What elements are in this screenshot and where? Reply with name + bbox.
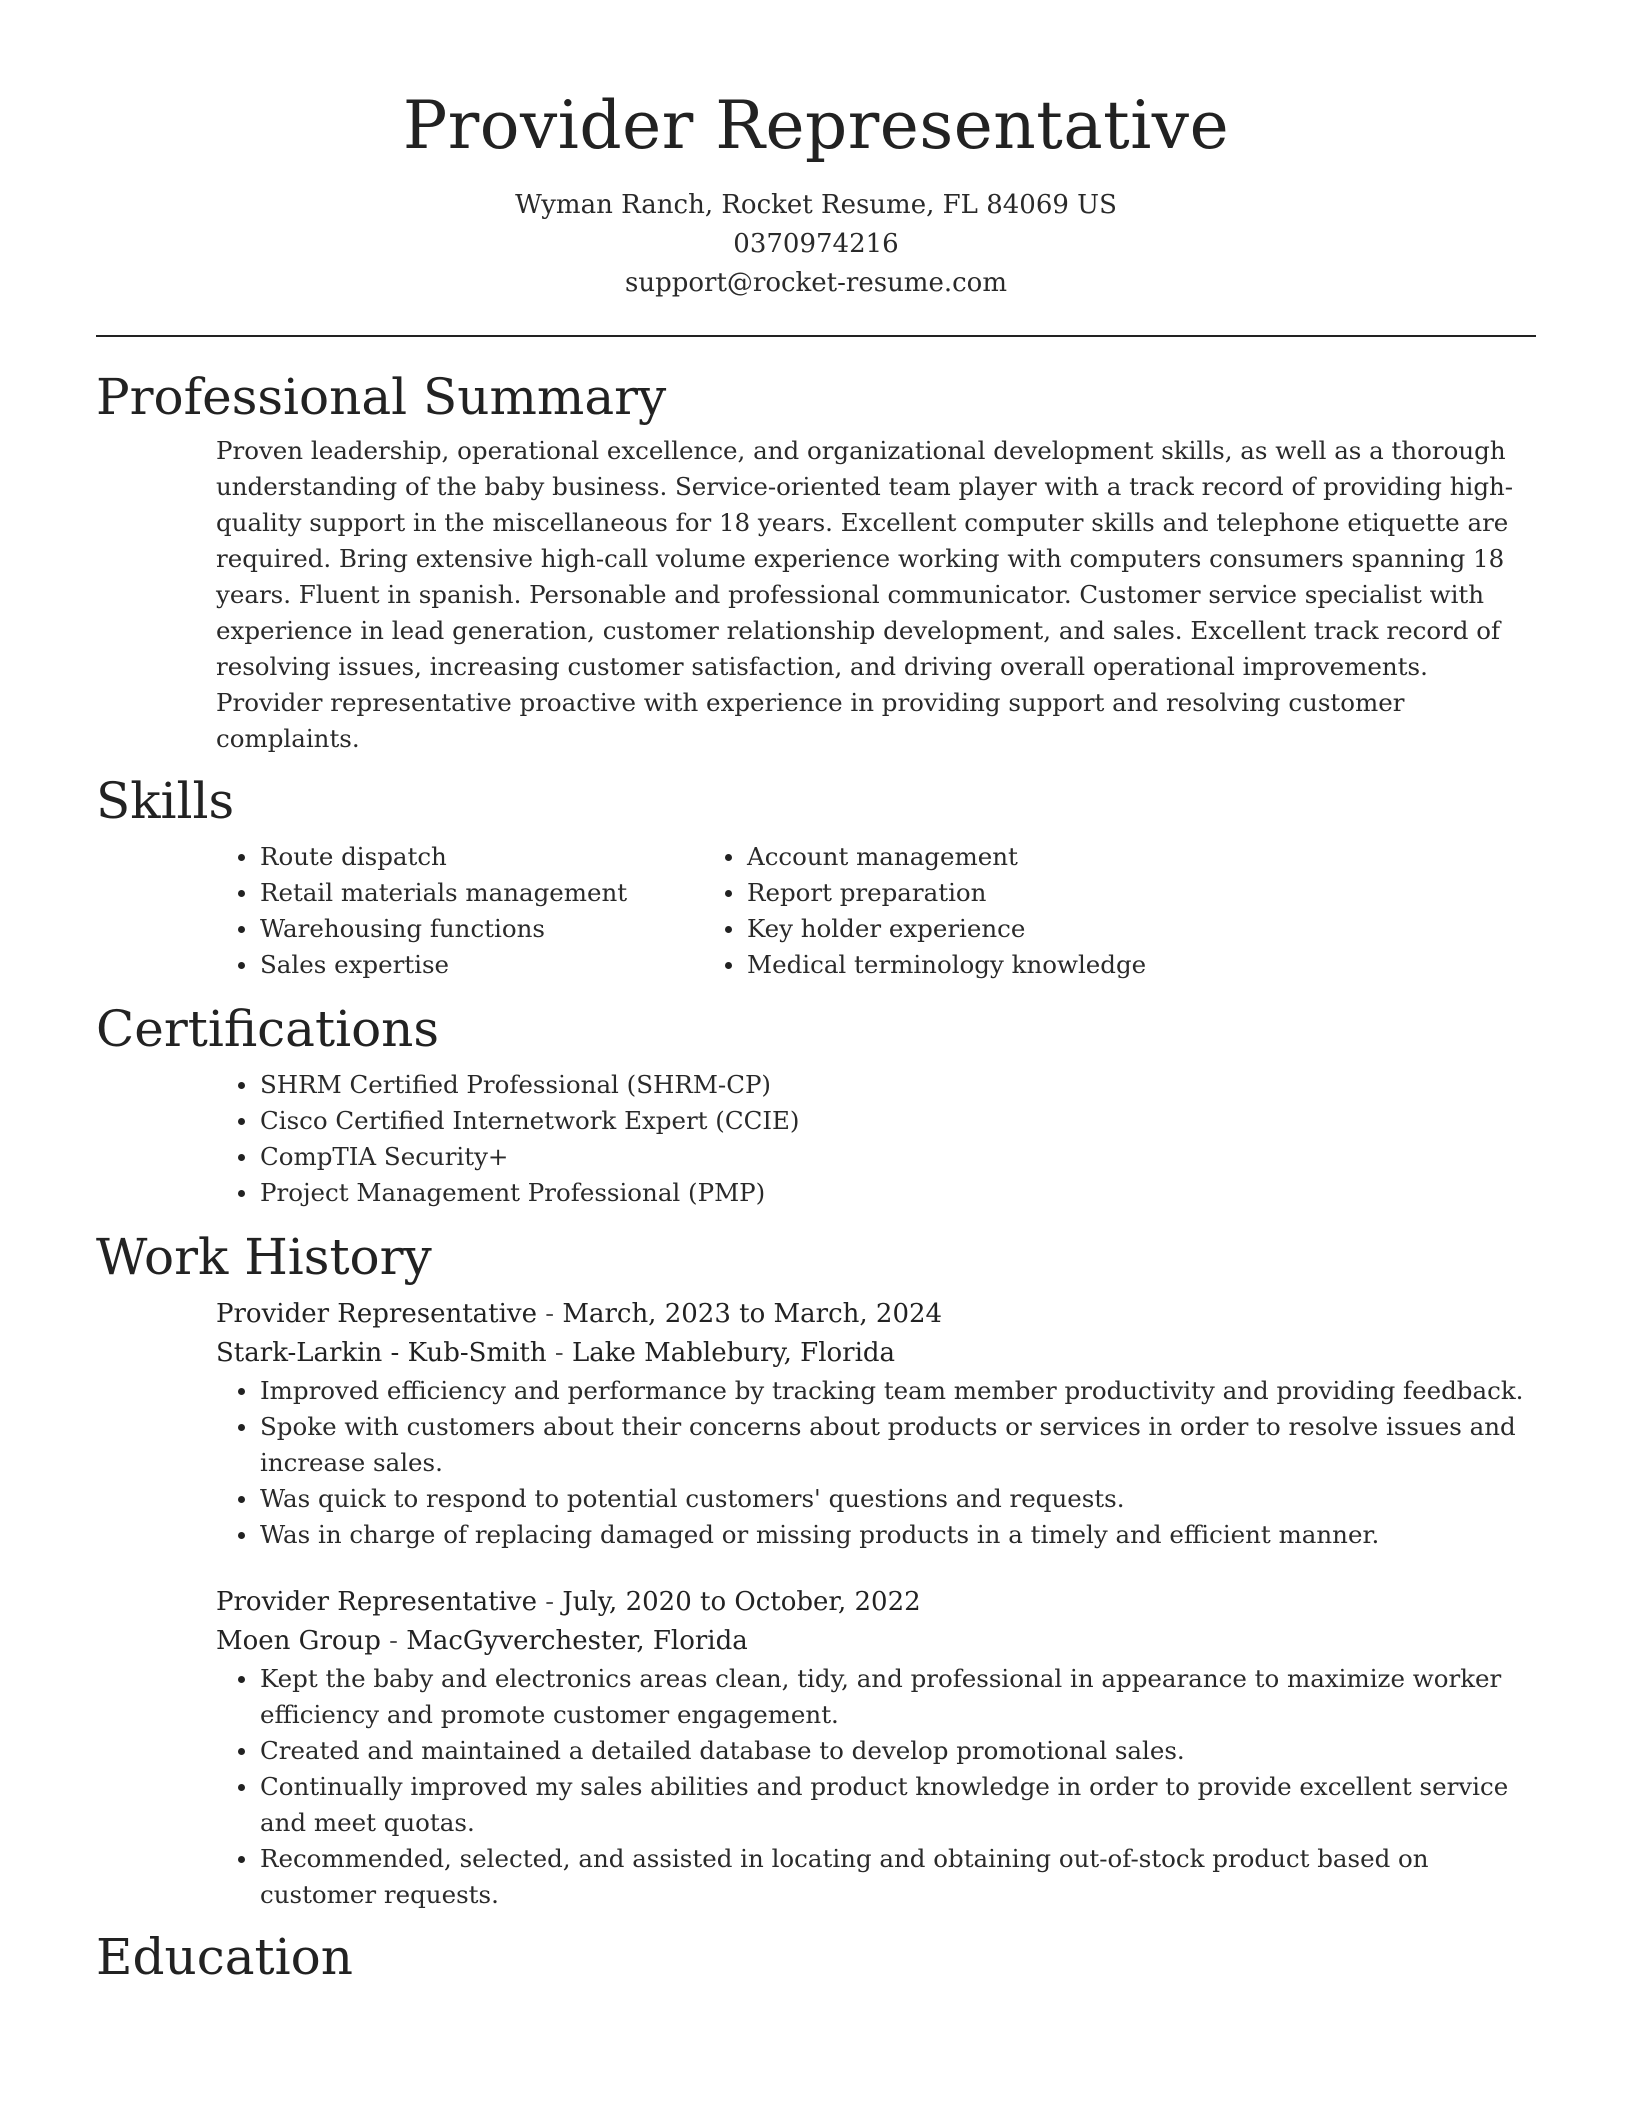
list-item: Project Management Professional (PMP) bbox=[260, 1175, 1536, 1211]
job-company-line: Stark-Larkin - Kub-Smith - Lake Mablebury, Florida bbox=[216, 1338, 896, 1368]
education-heading: Education bbox=[96, 1928, 353, 1986]
work-history-section bbox=[96, 1225, 1536, 1913]
list-item: CompTIA Security+ bbox=[260, 1139, 1536, 1175]
skills-section bbox=[96, 769, 1536, 983]
job-company: Moen Group bbox=[216, 1626, 381, 1656]
job-location: MacGyverchester, Florida bbox=[406, 1626, 748, 1656]
certifications-heading: Certifications bbox=[96, 1000, 440, 1058]
education-section bbox=[96, 1925, 1536, 1989]
job-title-line: Provider Representative - March, 2023 to March, 2024 bbox=[216, 1299, 943, 1329]
list-item: Account management bbox=[747, 839, 1146, 875]
certifications-section bbox=[96, 997, 1536, 1211]
job-company: Stark-Larkin - Kub-Smith bbox=[216, 1338, 547, 1368]
list-item: SHRM Certified Professional (SHRM-CP) bbox=[260, 1067, 1536, 1103]
list-item: Was quick to respond to potential customers' questions and requests. bbox=[260, 1481, 1536, 1517]
job-entry bbox=[96, 1295, 1536, 1553]
list-item: Cisco Certified Internetwork Expert (CCIE) bbox=[260, 1103, 1536, 1139]
list-item: Continually improved my sales abilities and product knowledge in order to provide excellent service and meet quotas. bbox=[260, 1769, 1536, 1841]
summary-heading: Professional Summary bbox=[96, 368, 667, 426]
list-item: Spoke with customers about their concerns about products or services in order to resolve issues and increase sales. bbox=[260, 1409, 1536, 1481]
job-role: Provider Representative bbox=[216, 1587, 537, 1617]
email: support@rocket-resume.com bbox=[624, 268, 1007, 298]
list-item: Key holder experience bbox=[747, 911, 1146, 947]
job-bullets bbox=[96, 1373, 1536, 1553]
job-role: Provider Representative bbox=[216, 1299, 537, 1329]
certifications-list bbox=[96, 1067, 1536, 1211]
skills-list-left bbox=[96, 839, 747, 983]
job-bullets bbox=[96, 1661, 1536, 1913]
summary-text: Proven leadership, operational excellence, and organizational development skills, as well as a thorough understanding of the baby business. Service-oriented team player with a track record of providing high-quality support in the miscellaneous for 18 years. Excellent computer skills and telephone etiquette are required. Bring extensive high-call volume experience working with computers consumers spanning 18 years. Fluent in spanish. Personable and professional communicator. Customer service specialist with experience in lead generation, customer relationship development, and sales. Excellent track record of resolving issues, increasing customer satisfaction, and driving overall operational improvements. Provider representative proactive with experience in providing support and resolving customer complaints. bbox=[216, 436, 1514, 753]
job-dates: March, 2023 to March, 2024 bbox=[562, 1299, 943, 1329]
job-dates: July, 2020 to October, 2022 bbox=[562, 1587, 921, 1617]
work-history-heading: Work History bbox=[96, 1228, 432, 1286]
list-item: Was in charge of replacing damaged or missing products in a timely and efficient manner. bbox=[260, 1517, 1536, 1553]
list-item: Created and maintained a detailed database to develop promotional sales. bbox=[260, 1733, 1536, 1769]
job-title-line: Provider Representative - July, 2020 to October, 2022 bbox=[216, 1587, 921, 1617]
job-location: Lake Mablebury, Florida bbox=[571, 1338, 896, 1368]
list-item: Recommended, selected, and assisted in locating and obtaining out-of-stock product based on customer requests. bbox=[260, 1841, 1536, 1913]
list-item: Warehousing functions bbox=[260, 911, 747, 947]
list-item: Improved efficiency and performance by tracking team member productivity and providing feedback. bbox=[260, 1373, 1536, 1409]
skills-heading: Skills bbox=[96, 772, 235, 830]
list-item: Kept the baby and electronics areas clean, tidy, and professional in appearance to maximize worker efficiency and promote customer engagement. bbox=[260, 1661, 1536, 1733]
list-item: Report preparation bbox=[747, 875, 1146, 911]
skills-grid bbox=[96, 839, 1536, 983]
list-item: Sales expertise bbox=[260, 947, 747, 983]
contact-info bbox=[96, 186, 1536, 303]
list-item: Retail materials management bbox=[260, 875, 747, 911]
candidate-name: Provider Representative bbox=[402, 87, 1230, 164]
job-entry bbox=[96, 1583, 1536, 1913]
address: Wyman Ranch, Rocket Resume, FL 84069 US bbox=[515, 190, 1117, 220]
resume-header bbox=[96, 0, 1536, 303]
summary-section bbox=[96, 365, 1536, 757]
list-item: Route dispatch bbox=[260, 839, 747, 875]
phone: 0370974216 bbox=[733, 229, 899, 259]
skills-list-right bbox=[747, 839, 1146, 983]
job-company-line: Moen Group - MacGyverchester, Florida bbox=[216, 1626, 748, 1656]
header-divider bbox=[96, 335, 1536, 337]
list-item: Medical terminology knowledge bbox=[747, 947, 1146, 983]
